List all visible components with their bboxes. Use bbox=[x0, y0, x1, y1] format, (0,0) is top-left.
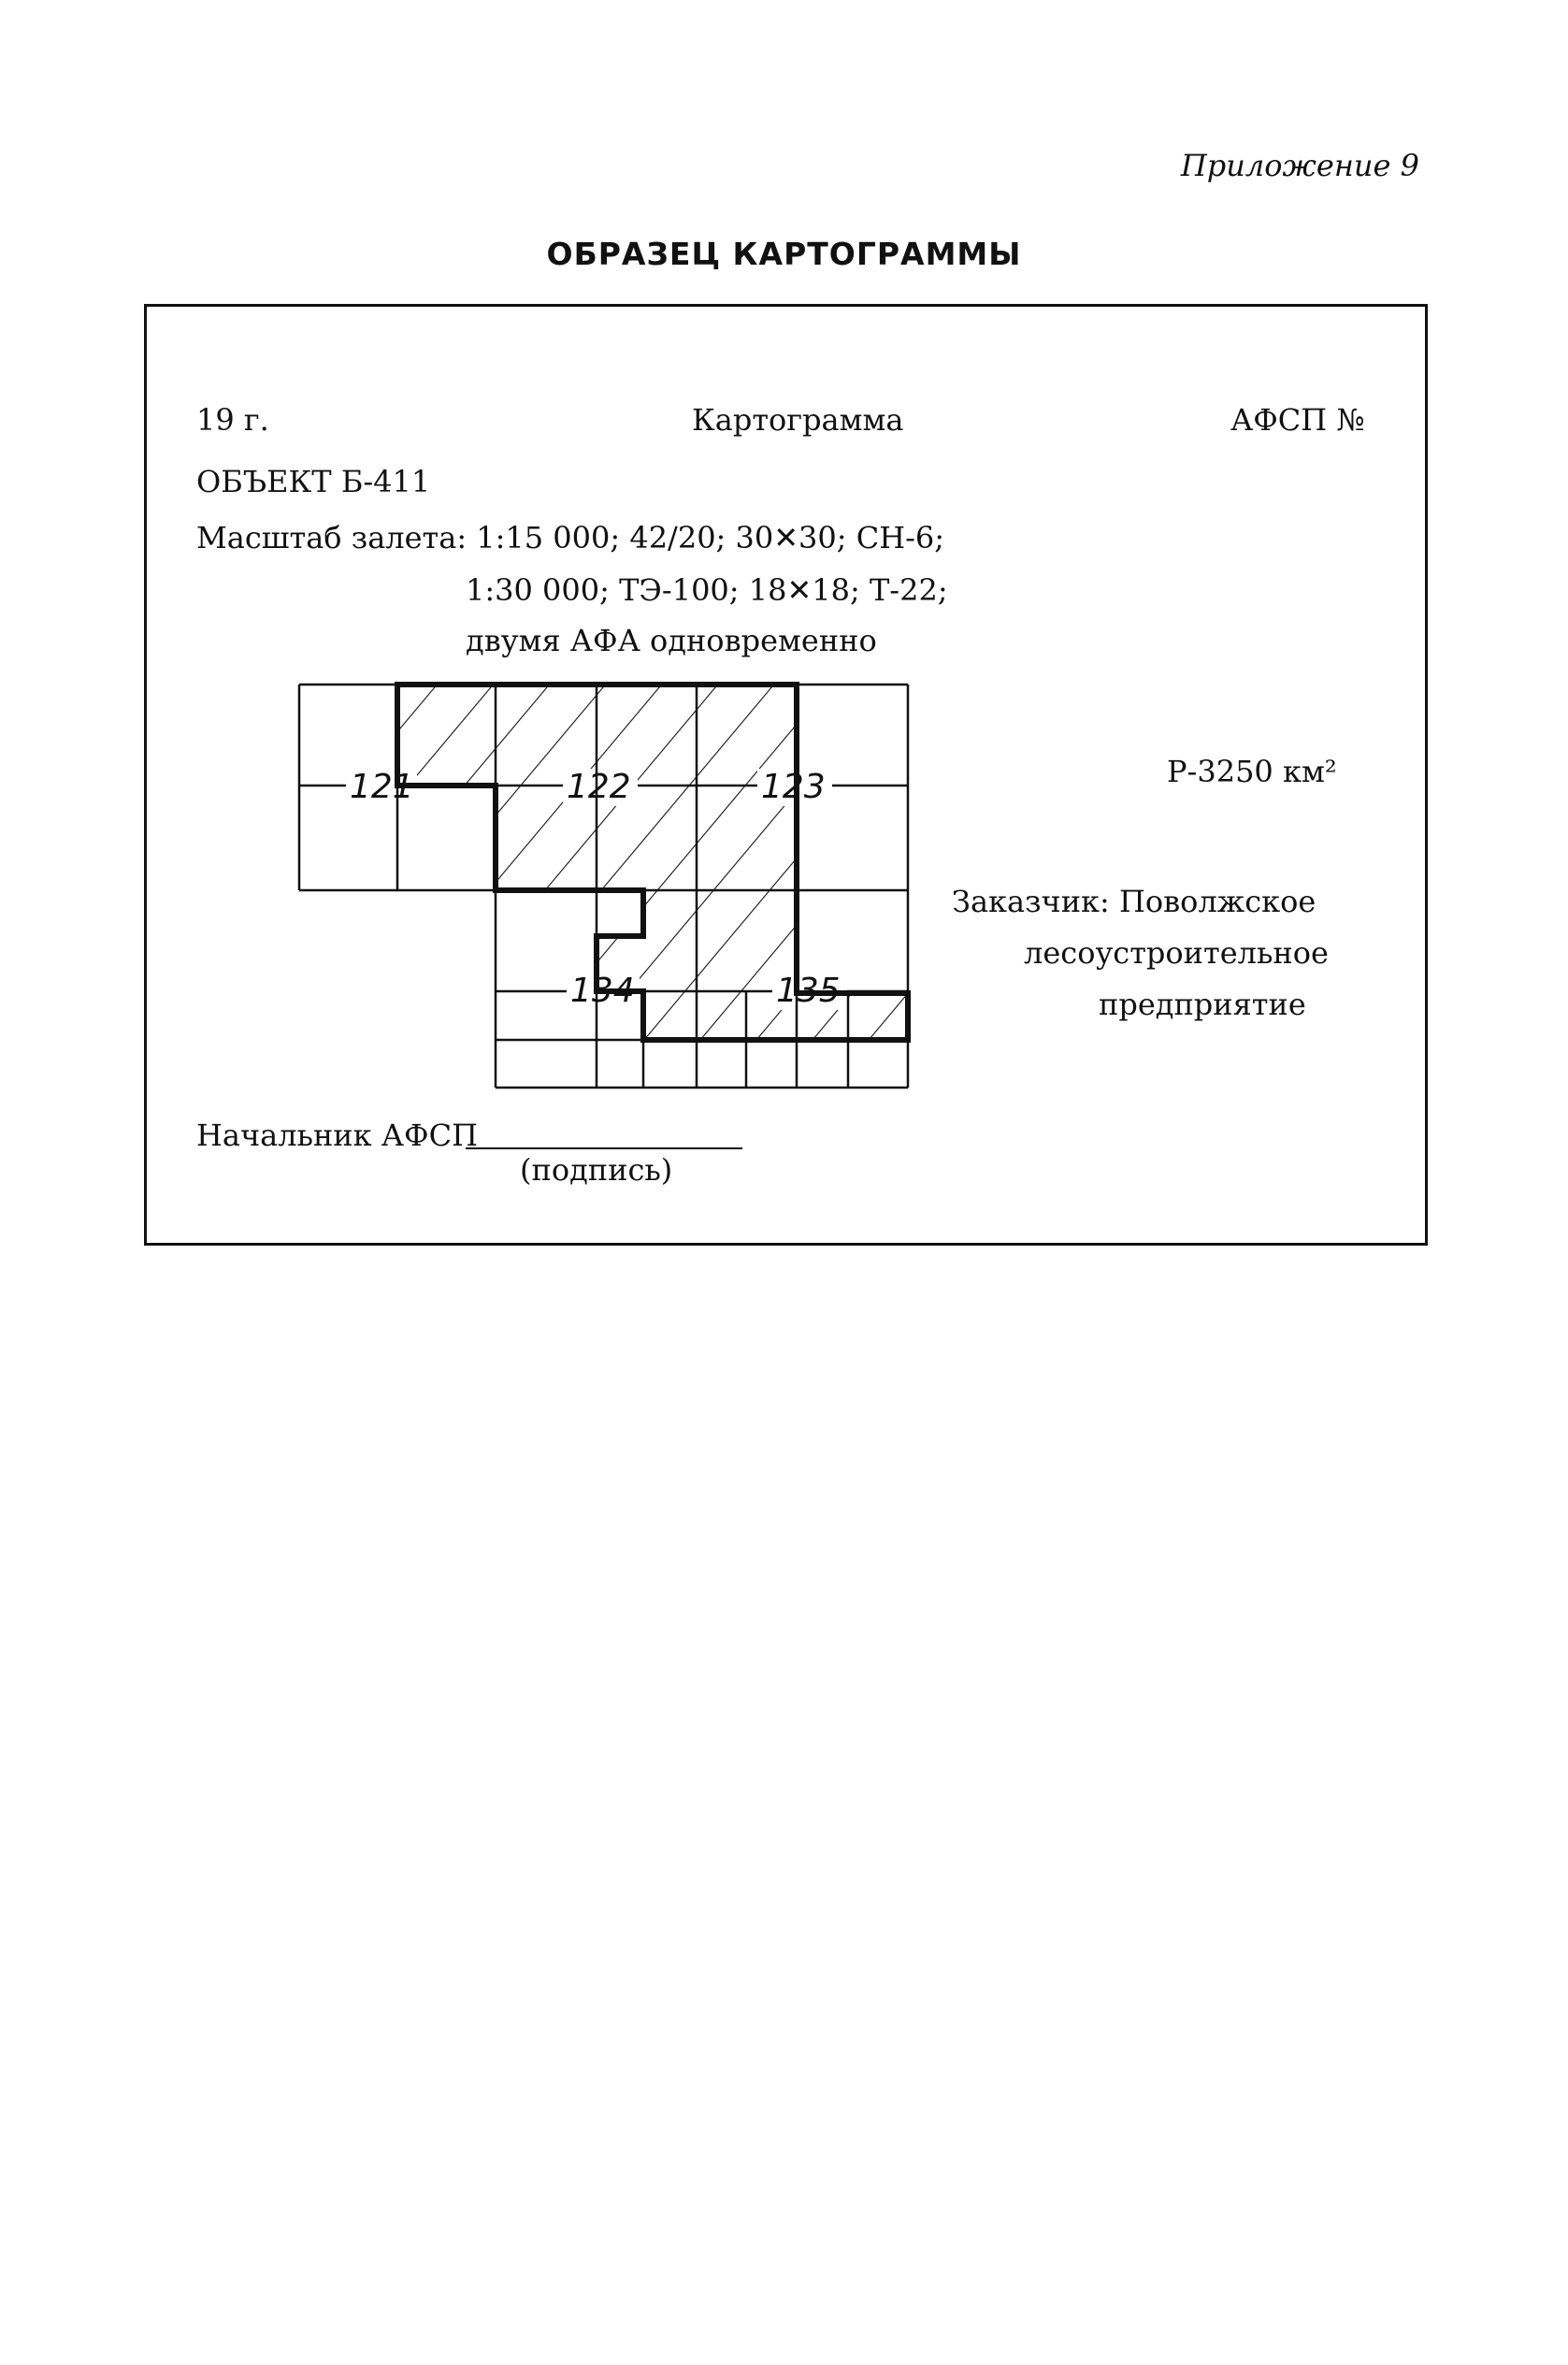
customer-line-3: предприятие bbox=[1099, 987, 1306, 1022]
sheet-label: 121 bbox=[350, 768, 414, 806]
sheet-label: 123 bbox=[761, 768, 826, 806]
afsp-number: АФСП № bbox=[1230, 402, 1365, 438]
sheet-label: 122 bbox=[567, 768, 631, 806]
sheet-label: 135 bbox=[776, 972, 841, 1010]
area-value: Р-3250 км² bbox=[1167, 754, 1337, 789]
object-name: ОБЪЕКТ Б-411 bbox=[196, 464, 431, 499]
page-title: ОБРАЗЕЦ КАРТОГРАММЫ bbox=[546, 236, 1022, 272]
scale-line-3: двумя АФА одновременно bbox=[466, 623, 877, 658]
signature-caption: (подпись) bbox=[520, 1152, 673, 1188]
chief-label: Начальник АФСП bbox=[196, 1118, 478, 1153]
form-title: Картограмма bbox=[692, 402, 904, 438]
year-field: 19 г. bbox=[196, 402, 269, 438]
scale-line-1: Масштаб залета: 1:15 000; 42/20; 30✕30; СН-6; bbox=[196, 520, 945, 555]
customer-line-1: Заказчик: Поволжское bbox=[952, 884, 1316, 919]
appendix-label: Приложение 9 bbox=[1180, 148, 1419, 183]
scale-line-2: 1:30 000; ТЭ-100; 18✕18; Т-22; bbox=[466, 572, 948, 608]
sheet-label: 134 bbox=[570, 972, 635, 1010]
customer-line-2: лесоустроительное bbox=[1024, 935, 1329, 971]
